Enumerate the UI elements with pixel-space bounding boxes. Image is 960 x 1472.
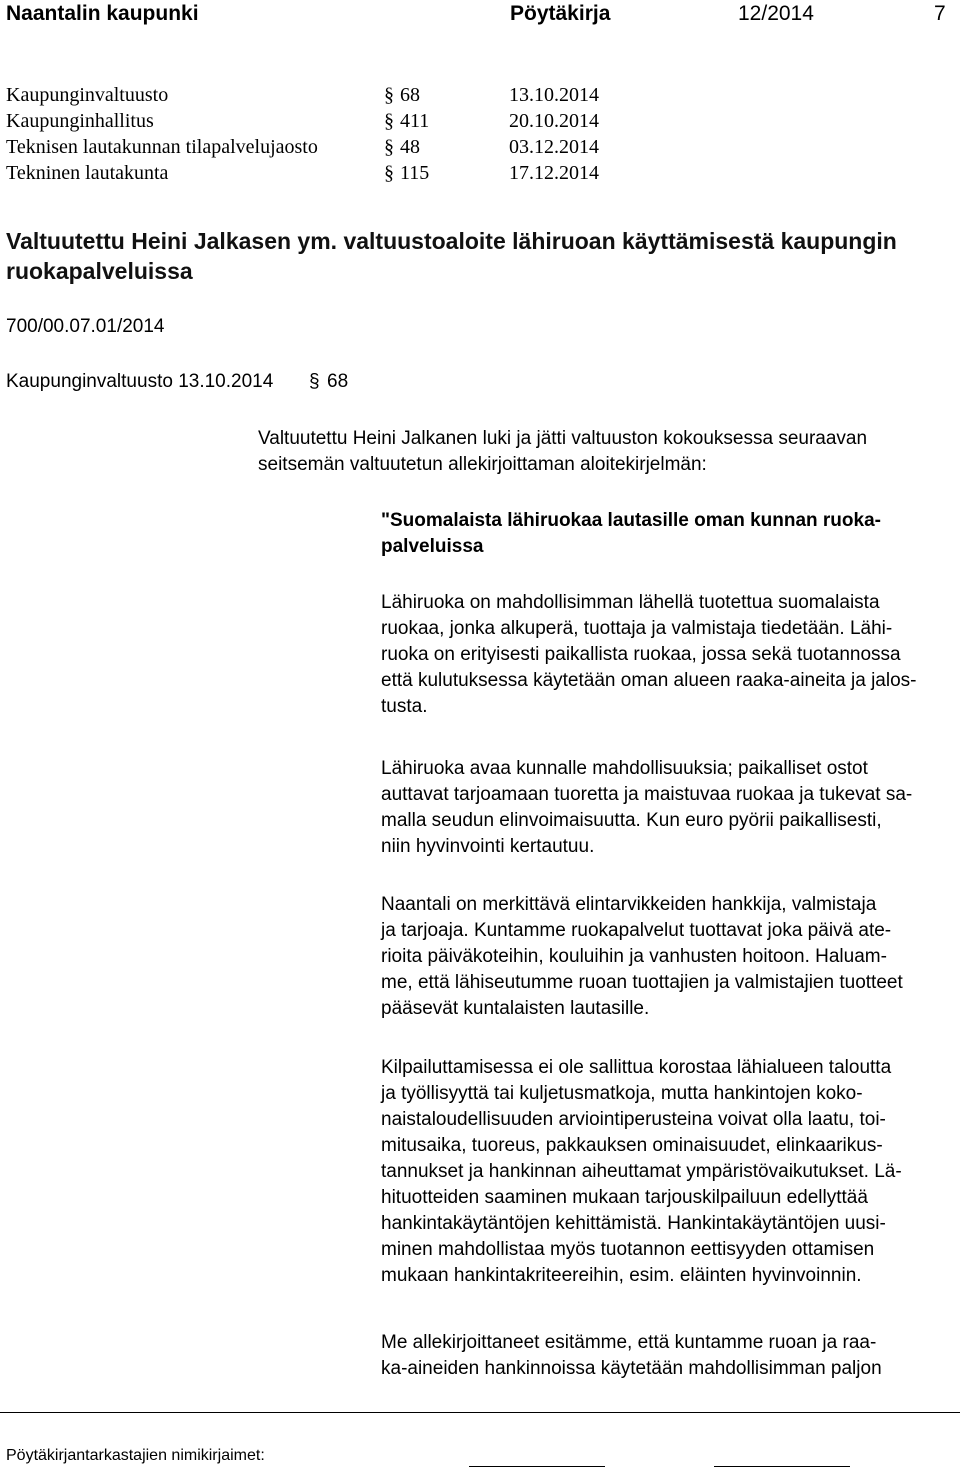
header-org: Naantalin kaupunki xyxy=(6,2,199,25)
paragraph-line: hankintakäytäntöjen kehittämistä. Hankintakäytäntöjen uusi- xyxy=(381,1213,886,1234)
paragraph-line: että kulutuksessa käytetään oman alueen raaka-aineita ja jalos- xyxy=(381,670,917,691)
intro-line: Valtuutettu Heini Jalkanen luki ja jätti valtuuston kokouksessa seuraavan xyxy=(258,428,868,449)
paragraph-line: Lähiruoka avaa kunnalle mahdollisuuksia; paikalliset ostot xyxy=(381,758,868,779)
initiative-heading-line: palveluissa xyxy=(381,536,484,557)
paragraph-line: hituotteiden saaminen mukaan tarjouskilpailuun edellyttää xyxy=(381,1187,868,1208)
section-sign: § xyxy=(384,110,394,132)
paragraph-line: ja työllisyyttä tai kuljetusmatkoja, mutta hankintojen koko- xyxy=(381,1083,863,1104)
case-body: Kaupunginhallitus xyxy=(6,110,154,132)
paragraph-line: Naantali on merkittävä elintarvikkeiden hankkija, valmistaja xyxy=(381,894,877,915)
paragraph-line: minen mahdollistaa myös tuotannon eettisyyden ottamisen xyxy=(381,1239,875,1260)
case-number: 68 xyxy=(400,84,420,106)
paragraph-line: niin hyvinvointi kertautuu. xyxy=(381,836,595,857)
paragraph-line: tusta. xyxy=(381,696,428,717)
case-body: Teknisen lautakunnan tilapalvelujaosto xyxy=(6,136,318,158)
intro-paragraph xyxy=(258,426,867,478)
header-page-number: 7 xyxy=(934,2,946,25)
footer-divider xyxy=(0,1412,960,1413)
record-number: 700/00.07.01/2014 xyxy=(6,316,165,337)
header-doc-type: Pöytäkirja xyxy=(510,2,611,25)
paragraph-line: auttavat tarjoamaan tuoretta ja maistuvaa ruokaa ja tukevat sa- xyxy=(381,784,913,805)
meeting-section-sign: § xyxy=(309,371,320,392)
paragraph xyxy=(381,1055,902,1289)
case-number: 115 xyxy=(400,162,430,184)
case-date: 17.12.2014 xyxy=(509,162,599,184)
section-sign: § xyxy=(384,84,394,106)
paragraph xyxy=(381,892,903,1022)
paragraph-line: me, että lähiseutumme ruoan tuottajien ja valmistajien tuotteet xyxy=(381,972,903,993)
case-date: 13.10.2014 xyxy=(509,84,599,106)
case-body: Kaupunginvaltuusto xyxy=(6,84,169,106)
paragraph-line: Kilpailuttamisessa ei ole sallittua korostaa lähialueen taloutta xyxy=(381,1057,892,1078)
case-number: 411 xyxy=(400,110,430,132)
paragraph-line: pääsevät kuntalaisten lautasille. xyxy=(381,998,650,1019)
paragraph-line: malla seudun elinvoimaisuutta. Kun euro pyörii paikallisesti, xyxy=(381,810,882,831)
footer-label: Pöytäkirjantarkastajien nimikirjaimet: xyxy=(6,1447,265,1464)
paragraph-line: naistaloudellisuuden arviointiperusteina voivat olla laatu, toi- xyxy=(381,1109,886,1130)
intro-line: seitsemän valtuutetun allekirjoittaman aloitekirjelmän: xyxy=(258,454,707,475)
signature-line-1 xyxy=(469,1466,605,1467)
paragraph-line: mitusaika, tuoreus, pakkauksen ominaisuudet, elinkaarikus- xyxy=(381,1135,883,1156)
paragraph-line: ruoka on erityisesti paikallista ruokaa, jossa sekä tuotannossa xyxy=(381,644,901,665)
paragraph-line: mukaan hankintakriteereihin, esim. eläinten hyvinvoinnin. xyxy=(381,1265,862,1286)
initiative-heading-line: "Suomalaista lähiruokaa lautasille oman kunnan ruoka- xyxy=(381,510,881,531)
case-body: Tekninen lautakunta xyxy=(6,162,169,184)
header-issue: 12/2014 xyxy=(738,2,814,25)
signature-line-2 xyxy=(714,1466,850,1467)
paragraph-line: Lähiruoka on mahdollisimman lähellä tuotettua suomalaista xyxy=(381,592,880,613)
paragraph-line: ruokaa, jonka alkuperä, tuottaja ja valmistaja tiedetään. Lähi- xyxy=(381,618,893,639)
case-number: 48 xyxy=(400,136,420,158)
paragraph-line: ja tarjoaja. Kuntamme ruokapalvelut tuottavat joka päivä ate- xyxy=(381,920,892,941)
section-sign: § xyxy=(384,136,394,158)
meeting-ref: Kaupunginvaltuusto 13.10.2014 xyxy=(6,371,274,392)
document-title-line-1: Valtuutettu Heini Jalkasen ym. valtuustoaloite lähiruoan käyttämisestä kaupungin xyxy=(6,228,897,254)
paragraph xyxy=(381,1330,882,1382)
initiative-heading xyxy=(381,508,881,560)
case-date: 20.10.2014 xyxy=(509,110,599,132)
section-sign: § xyxy=(384,162,394,184)
paragraph xyxy=(381,590,917,720)
meeting-section-number: 68 xyxy=(327,371,349,392)
paragraph-line: ka-aineiden hankinnoissa käytetään mahdollisimman paljon xyxy=(381,1358,882,1379)
paragraph-line: Me allekirjoittaneet esitämme, että kuntamme ruoan ja raa- xyxy=(381,1332,877,1353)
document-title-line-2: ruokapalveluissa xyxy=(6,258,193,284)
paragraph xyxy=(381,756,912,860)
paragraph-line: rioita päiväkoteihin, kouluihin ja vanhusten hoitoon. Haluam- xyxy=(381,946,887,967)
case-date: 03.12.2014 xyxy=(509,136,599,158)
paragraph-line: tannukset ja hankinnan aiheuttamat ympäristövaikutukset. Lä- xyxy=(381,1161,902,1182)
